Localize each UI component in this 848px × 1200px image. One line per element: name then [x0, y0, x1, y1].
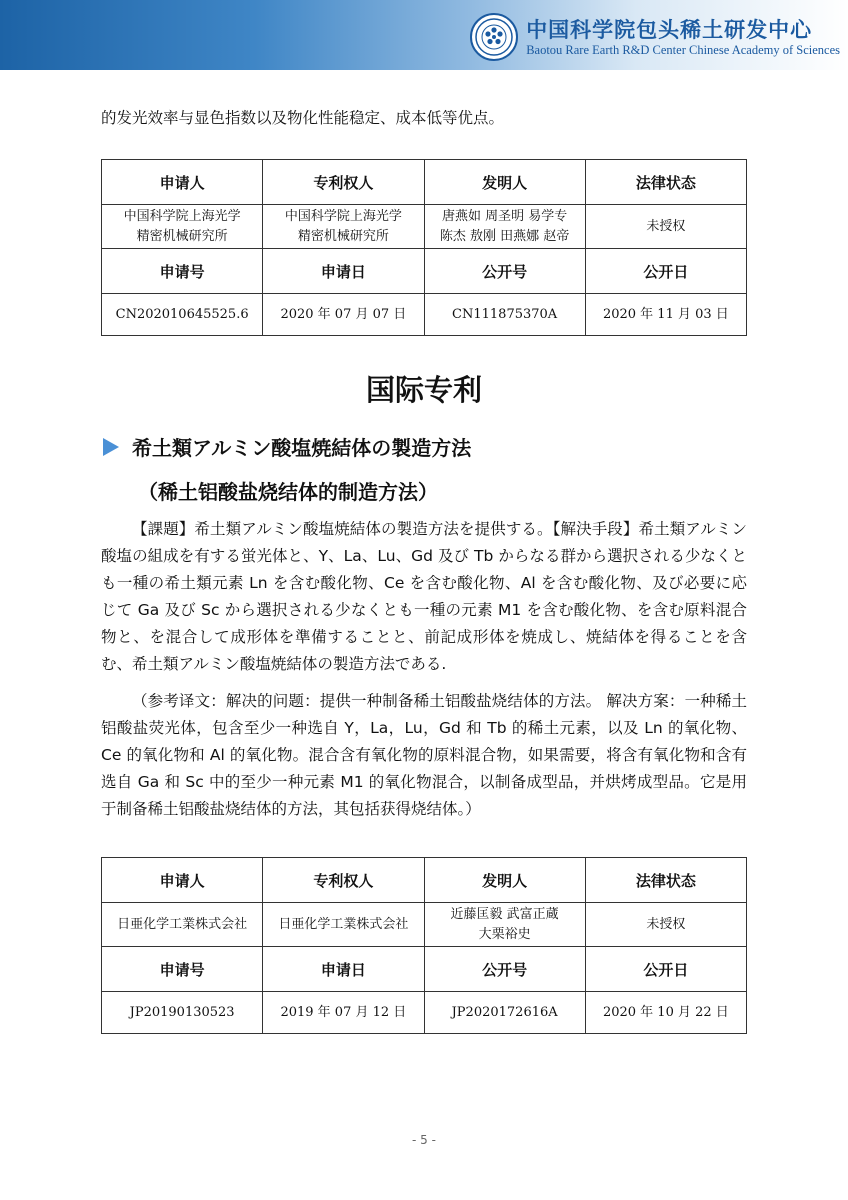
- patentee-line-1: 中国科学院上海光学: [284, 208, 402, 224]
- header-application-date: 申请日: [263, 947, 424, 992]
- publication-number-value: CN111875370A: [424, 294, 585, 336]
- applicant-line-2: 精密机械研究所: [136, 228, 228, 244]
- header-application-number: 申请号: [102, 249, 263, 294]
- org-name-en: Baotou Rare Earth R&D Center Chinese Academy of Sciences: [526, 42, 840, 57]
- patent-table-2: [101, 857, 747, 1034]
- applicant-value: 日亜化学工業株式会社: [102, 903, 263, 947]
- legal-status-value: 未授权: [585, 205, 746, 249]
- header-publication-number: 公开号: [424, 947, 585, 992]
- header-publication-number: 公开号: [424, 249, 585, 294]
- header-legal-status: 法律状态: [585, 160, 746, 205]
- triangle-right-icon: [103, 438, 119, 456]
- page-number: - 5 -: [412, 1133, 436, 1147]
- header-applicant: 申请人: [102, 160, 263, 205]
- applicant-line-1: 中国科学院上海光学: [123, 208, 241, 224]
- section-title: 国际专利: [365, 373, 482, 407]
- publication-number-value: JP2020172616A: [424, 992, 585, 1034]
- inventors-line-2: 陈杰 敖刚 田燕娜 赵帝: [439, 228, 570, 244]
- application-number-value: JP20190130523: [102, 992, 263, 1034]
- cas-seal-icon: [470, 13, 518, 61]
- header-patentee: 专利权人: [263, 858, 424, 903]
- lead-text: 的发光效率与显色指数以及物化性能稳定、成本低等优点。: [101, 109, 505, 127]
- header-applicant: 申请人: [102, 858, 263, 903]
- abstract-translation: （参考译文：解决的问题：提供一种制备稀土铝酸盐烧结体的方法。 解决方案：一种稀土铝酸盐荧光体，包含至少一种选自 Y，La，Lu，Gd 和 Tb 的稀土元素，以及 Ln 的氧化物、Ce 的氧化物和 Al 的氧化物。混合含有氧化物的原料混合物，如果需要，将含有氧化物和含有选自 Ga 和 Sc 中的至少一种元素 M1 的氧化物混合，以制备成型品，并烘烤成型品。它是用于制备稀土铝酸盐烧结体的方法，其包括获得烧结体。）: [101, 692, 747, 818]
- abstract-japanese: 【課題】希土類アルミン酸塩焼結体の製造方法を提供する。【解決手段】希土類アルミン酸塩の組成を有する蛍光体と、Y、La、Lu、Gd 及び Tb からなる群から選択される少なくとも一種の希土類元素 Ln を含む酸化物、Ce を含む酸化物、Al を含む酸化物、及び必要に応じて Ga 及び Sc から選択される少なくとも一種の元素 M1 を含む酸化物、を含む原料混合物と、を混合して成形体を準備することと、前記成形体を焼成し、焼結体を得ることを含む、希土類アルミン酸塩焼結体の製造方法である.: [101, 520, 747, 673]
- header-patentee: 专利权人: [263, 160, 424, 205]
- publication-date-value: 2020 年 11 月 03 日: [585, 294, 746, 336]
- patent-table-1: [101, 159, 747, 336]
- patent-title: [103, 432, 471, 461]
- inventors-line-2: 大栗裕史: [478, 926, 531, 942]
- header-application-date: 申请日: [263, 249, 424, 294]
- patent-title-translation: （稀土铝酸盐烧结体的制造方法）: [138, 480, 438, 504]
- legal-status-value: 未授权: [585, 903, 746, 947]
- inventors-line-1: 近藤匡毅 武富正蔵: [450, 906, 559, 922]
- inventors-line-1: 唐燕如 周圣明 易学专: [441, 208, 568, 224]
- application-number-value: CN202010645525.6: [102, 294, 263, 336]
- header-legal-status: 法律状态: [585, 858, 746, 903]
- publication-date-value: 2020 年 10 月 22 日: [585, 992, 746, 1034]
- patent-title-text: 希土類アルミン酸塩焼結体の製造方法: [132, 436, 472, 460]
- header-inventors: 发明人: [424, 160, 585, 205]
- application-date-value: 2019 年 07 月 12 日: [263, 992, 424, 1034]
- org-logo: [470, 10, 840, 64]
- patentee-value: 日亜化学工業株式会社: [263, 903, 424, 947]
- header-band: [0, 0, 848, 70]
- patentee-line-2: 精密机械研究所: [297, 228, 389, 244]
- header-inventors: 发明人: [424, 858, 585, 903]
- patentee-cell: [263, 205, 424, 249]
- inventors-cell: [424, 903, 585, 947]
- header-publication-date: 公开日: [585, 249, 746, 294]
- header-publication-date: 公开日: [585, 947, 746, 992]
- header-application-number: 申请号: [102, 947, 263, 992]
- org-name-cn: 中国科学院包头稀土研发中心: [526, 16, 813, 42]
- application-date-value: 2020 年 07 月 07 日: [263, 294, 424, 336]
- applicant-cell: [102, 205, 263, 249]
- inventors-cell: [424, 205, 585, 249]
